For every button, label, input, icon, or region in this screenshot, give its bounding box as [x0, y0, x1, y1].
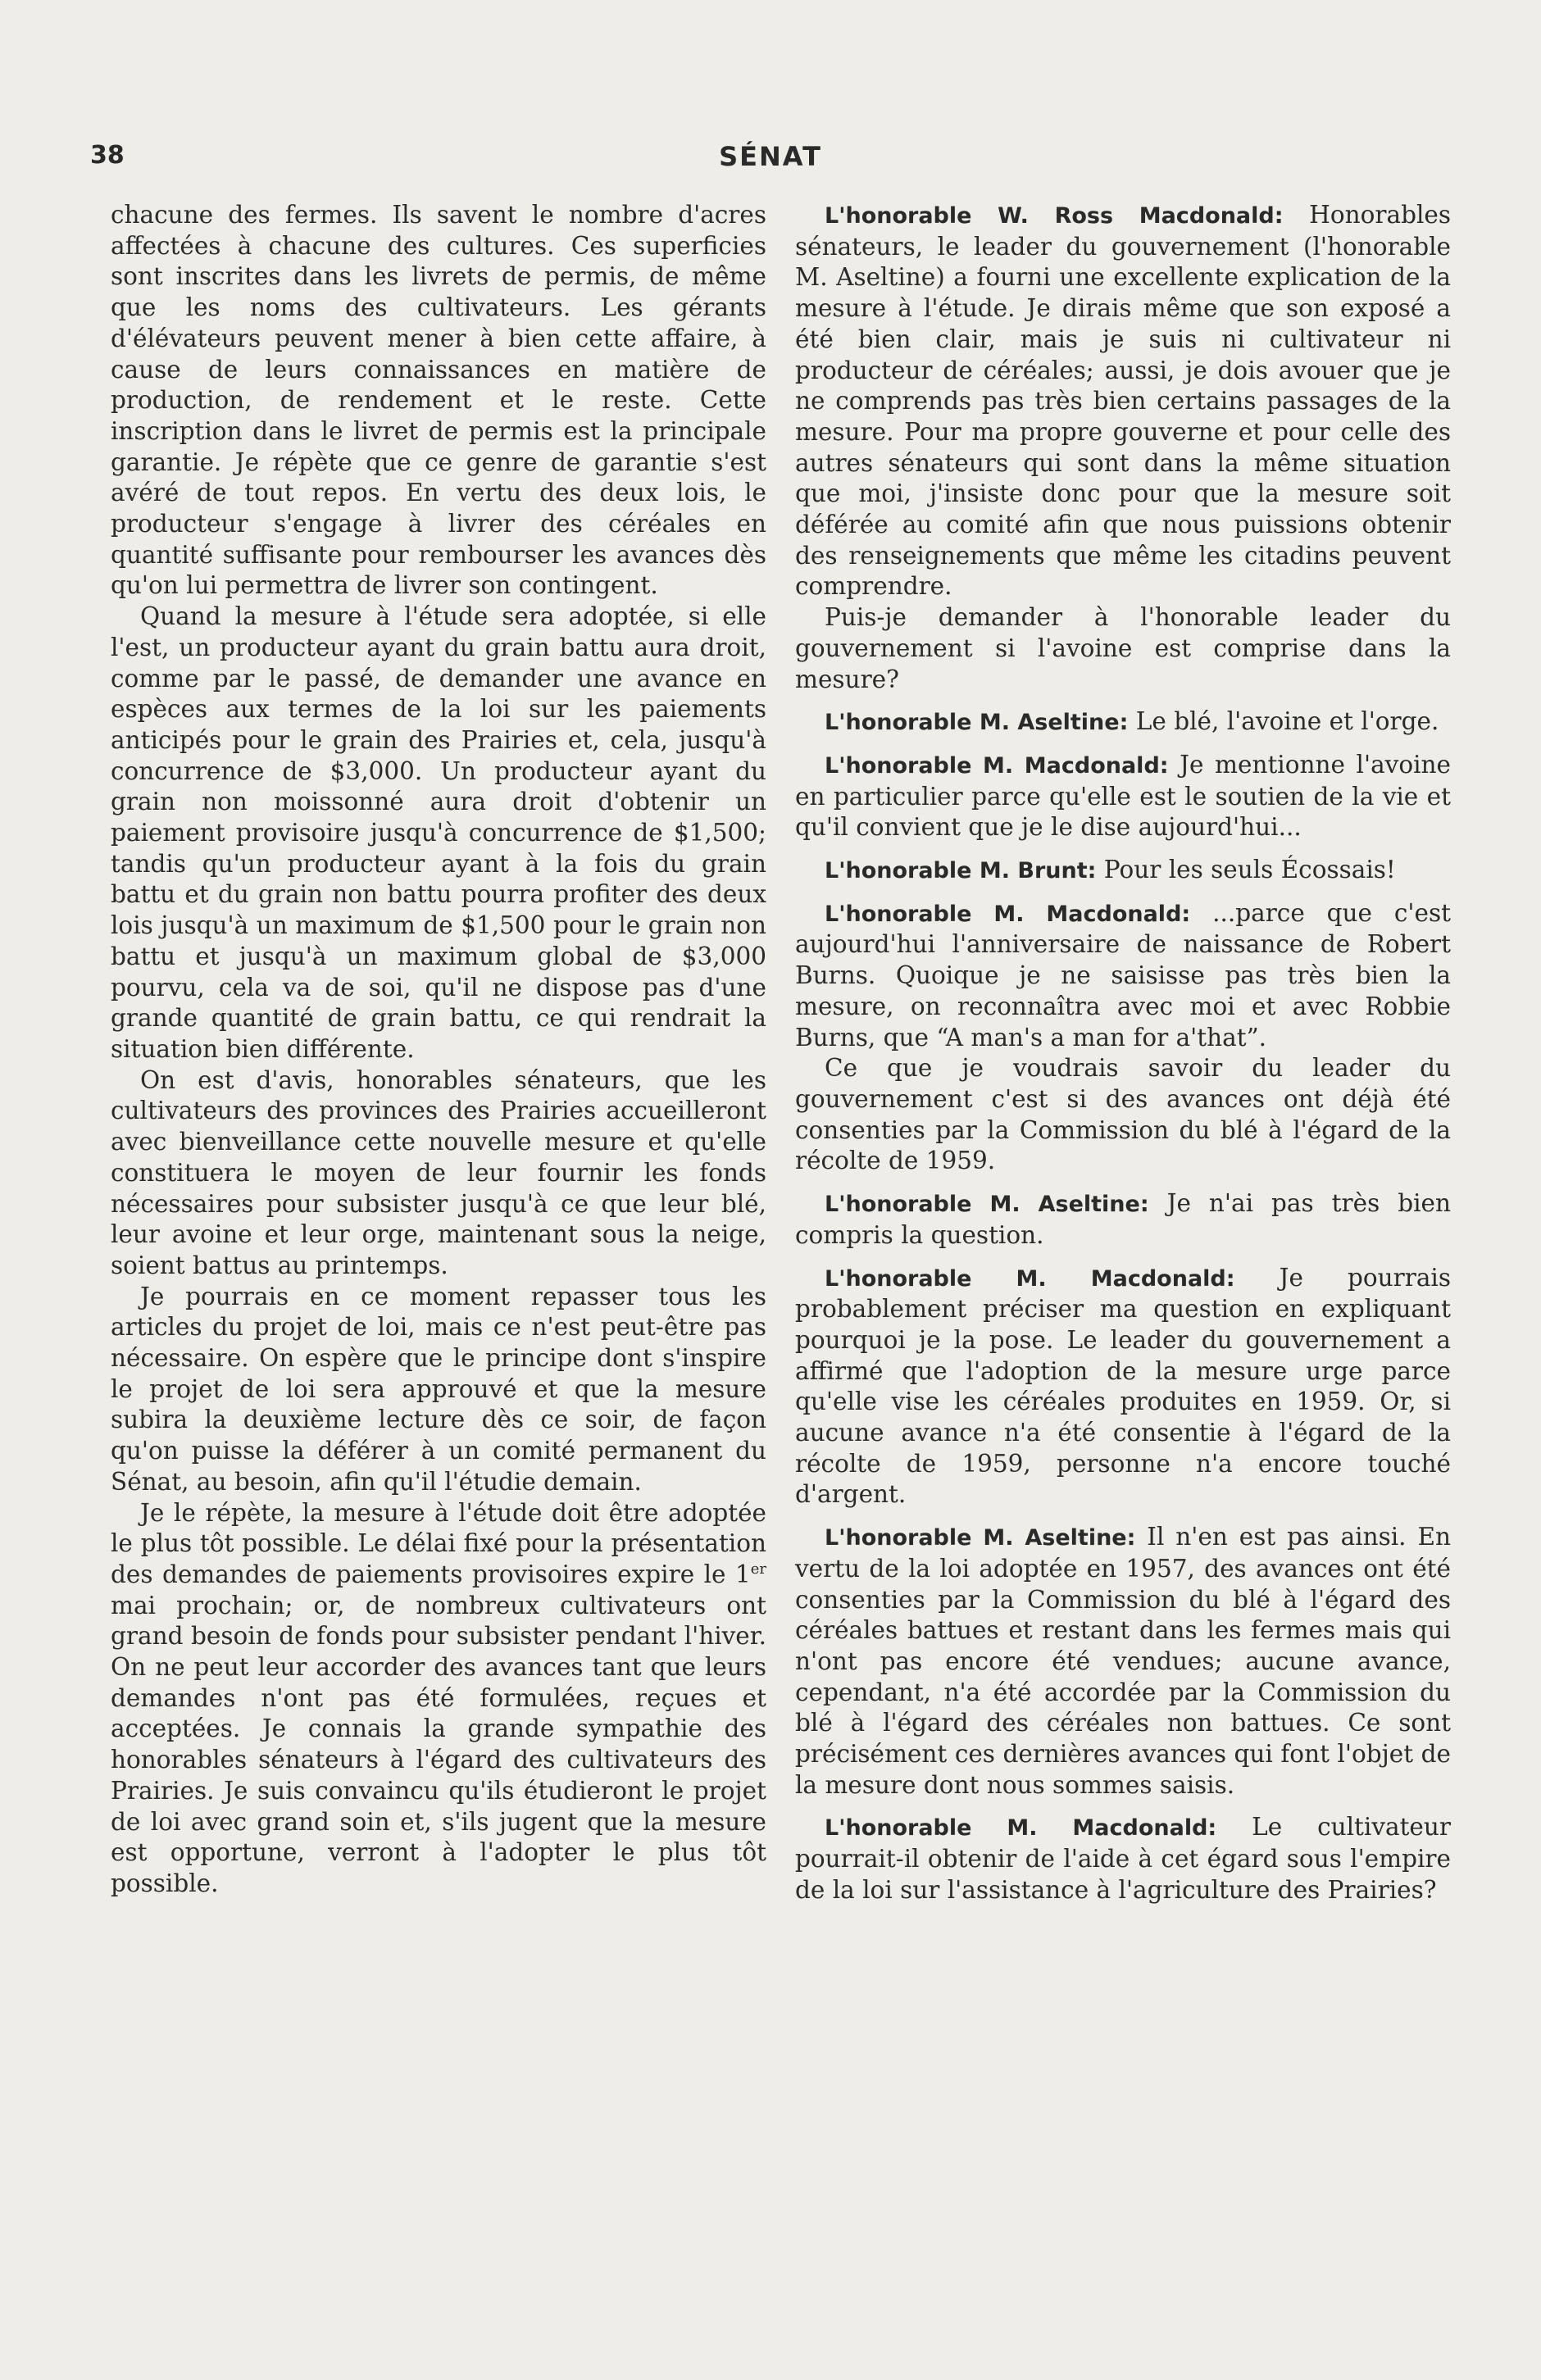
- speaker-name: L'honorable M. Macdonald:: [825, 752, 1169, 779]
- speech: [795, 1522, 1451, 1801]
- paragraph: Ce que je voudrais savoir du leader du gouvernement c'est si des avances ont déjà été consenties par la Commission du blé à l'égard de la récolte de 1959.: [795, 1054, 1451, 1175]
- speaker-name: L'honorable M. Brunt:: [825, 858, 1097, 884]
- paragraph: [111, 1498, 766, 1900]
- speech: [795, 706, 1451, 738]
- speech: [795, 200, 1451, 602]
- speaker-name: L'honorable M. Aseltine:: [825, 1192, 1149, 1218]
- speaker-name: L'honorable M. Aseltine:: [825, 710, 1129, 736]
- paragraph: Quand la mesure à l'étude sera adoptée, si elle l'est, un producteur ayant du grain battu aura droit, comme par le passé, de demander une avance en espèces aux termes de la loi sur les paiements anticipés pour le grain des Prairies et, cela, jusqu'à concurrence de $3,000. Un producteur ayant du grain non moissonné aura droit d'obtenir un paiement provisoire jusqu'à concurrence de $1,500; tandis qu'un producteur ayant à la fois du grain battu et du grain non battu pourra profiter des deux lois jusqu'à un maximum de $1,500 pour le grain non battu et jusqu'à un maximum global de $3,000 pourvu, cela va de soi, qu'il ne dispose pas d'une grande quantité de grain battu, ce qui rendrait la situation bien différente.: [111, 602, 766, 1063]
- page-number: 38: [90, 141, 125, 170]
- speech: [795, 1188, 1451, 1251]
- speaker-name: L'honorable M. Macdonald:: [825, 1265, 1235, 1292]
- paragraph: Puis-je demander à l'honorable leader du gouvernement si l'avoine est comprise dans la mesure?: [795, 603, 1451, 693]
- paragraph-text: mai prochain; or, de nombreux cultivateurs ont grand besoin de fonds pour subsister pendant l'hiver. On ne peut leur accorder des avances tant que leurs demandes n'ont pas été formulées, reçues et acceptées. Je connais la grande sympathie des honorables sénateurs à l'égard des cultivateurs des Prairies. Je suis convaincu qu'ils étudieront le projet de loi avec grand soin et, s'ils jugent que la mesure est opportune, verront à l'adopter le plus tôt possible.: [111, 1591, 766, 1897]
- paragraph: On est d'avis, honorables sénateurs, que les cultivateurs des provinces des Prairies accueilleront avec bienveillance cette nouvelle mesure et qu'elle constituera le moyen de leur fournir les fonds nécessaires pour subsister jusqu'à ce que leur blé, leur avoine et leur orge, maintenant sous la neige, soient battus au printemps.: [111, 1065, 766, 1279]
- page-header: [90, 141, 1451, 182]
- speech-text: ...parce que c'est aujourd'hui l'anniversaire de naissance de Robert Burns. Quoique je ne saisisse pas très bien la mesure, on reconnaîtra avec moi et avec Robbie Burns, que “A man's a man for a'that”.: [795, 898, 1451, 1051]
- speech-text: Je pourrais probablement préciser ma question en expliquant pourquoi je la pose. Le leader du gouvernement a affirmé que l'adoption de la mesure urge parce qu'elle vise les céréales produites en 1959. Or, si aucune avance n'a été consentie à l'égard de la récolte de 1959, personne n'a encore touché d'argent.: [795, 1263, 1451, 1509]
- speech-text: Je mentionne l'avoine en particulier parce qu'elle est le soutien de la vie et qu'il convient que je le dise aujourd'hui...: [795, 750, 1451, 842]
- speech-text: Le blé, l'avoine et l'orge.: [1128, 707, 1439, 736]
- speech: [795, 1263, 1451, 1511]
- running-title: SÉNAT: [719, 141, 822, 172]
- speaker-name: L'honorable M. Macdonald:: [825, 1815, 1217, 1842]
- speaker-name: L'honorable M. Aseltine:: [825, 1525, 1136, 1551]
- speech: [795, 855, 1451, 887]
- left-column: [111, 200, 766, 1900]
- paragraph-text: Je le répète, la mesure à l'étude doit être adoptée le plus tôt possible. Le délai fixé pour la présentation des demandes de paiements provisoires expire le 1: [111, 1498, 766, 1588]
- speech-text: Le cultivateur pourrait-il obtenir de l'aide à cet égard sous l'empire de la loi sur l'assistance à l'agriculture des Prairies?: [795, 1813, 1451, 1904]
- speech: [795, 750, 1451, 843]
- speech: [795, 898, 1451, 1054]
- paragraph: Je pourrais en ce moment repasser tous les articles du projet de loi, mais ce n'est peut-être pas nécessaire. On espère que le principe dont s'inspire le projet de loi sera approuvé et que la mesure subira la deuxième lecture dès ce soir, de façon qu'on puisse la déférer à un comité permanent du Sénat, au besoin, afin qu'il l'étudie demain.: [111, 1282, 766, 1496]
- speaker-name: L'honorable W. Ross Macdonald:: [825, 203, 1284, 229]
- speech: [795, 1812, 1451, 1905]
- ordinal-superscript: er: [750, 1560, 766, 1578]
- speech-text: Pour les seuls Écossais!: [1096, 856, 1396, 884]
- speech-text: Il n'en est pas ainsi. En vertu de la loi adoptée en 1957, des avances ont été consenties par la Commission du blé à l'égard des céréales battues et restant dans les fermes mais qui n'ont pas encore été vendues; aucune avance, cependant, n'a été accordée par la Commission du blé à l'égard des céréales non battues. Ce sont précisément ces dernières avances qui font l'objet de la mesure dont nous sommes saisis.: [795, 1523, 1451, 1799]
- speaker-name: L'honorable M. Macdonald:: [825, 901, 1191, 927]
- paragraph: chacune des fermes. Ils savent le nombre d'acres affectées à chacune des cultures. Ces superficies sont inscrites dans les livrets de permis, de même que les noms des cultivateurs. Les gérants d'élévateurs peuvent mener à bien cette affaire, à cause de leurs connaissances en matière de production, de rendement et le reste. Cette inscription dans le livret de permis est la principale garantie. Je répète que ce genre de garantie s'est avéré de tout repos. En vertu des deux lois, le producteur s'engage à livrer des céréales en quantité suffisante pour rembourser les avances dès qu'on lui permettra de livrer son contingent.: [111, 201, 766, 600]
- speech-text: Je n'ai pas très bien compris la question.: [795, 1189, 1451, 1249]
- speech-text: Honorables sénateurs, le leader du gouvernement (l'honorable M. Aseltine) a fourni une excellente explication de la mesure à l'étude. Je dirais même que son exposé a été bien clair, mais je suis ni cultivateur ni producteur de céréales; aussi, je dois avouer que je ne comprends pas très bien certains passages de la mesure. Pour ma propre gouverne et pour celle des autres sénateurs qui sont dans la même situation que moi, j'insiste donc pour que la mesure soit déférée au comité afin que nous puissions obtenir des renseignements que même les citadins peuvent comprendre.: [795, 201, 1451, 601]
- right-column: [795, 200, 1451, 1906]
